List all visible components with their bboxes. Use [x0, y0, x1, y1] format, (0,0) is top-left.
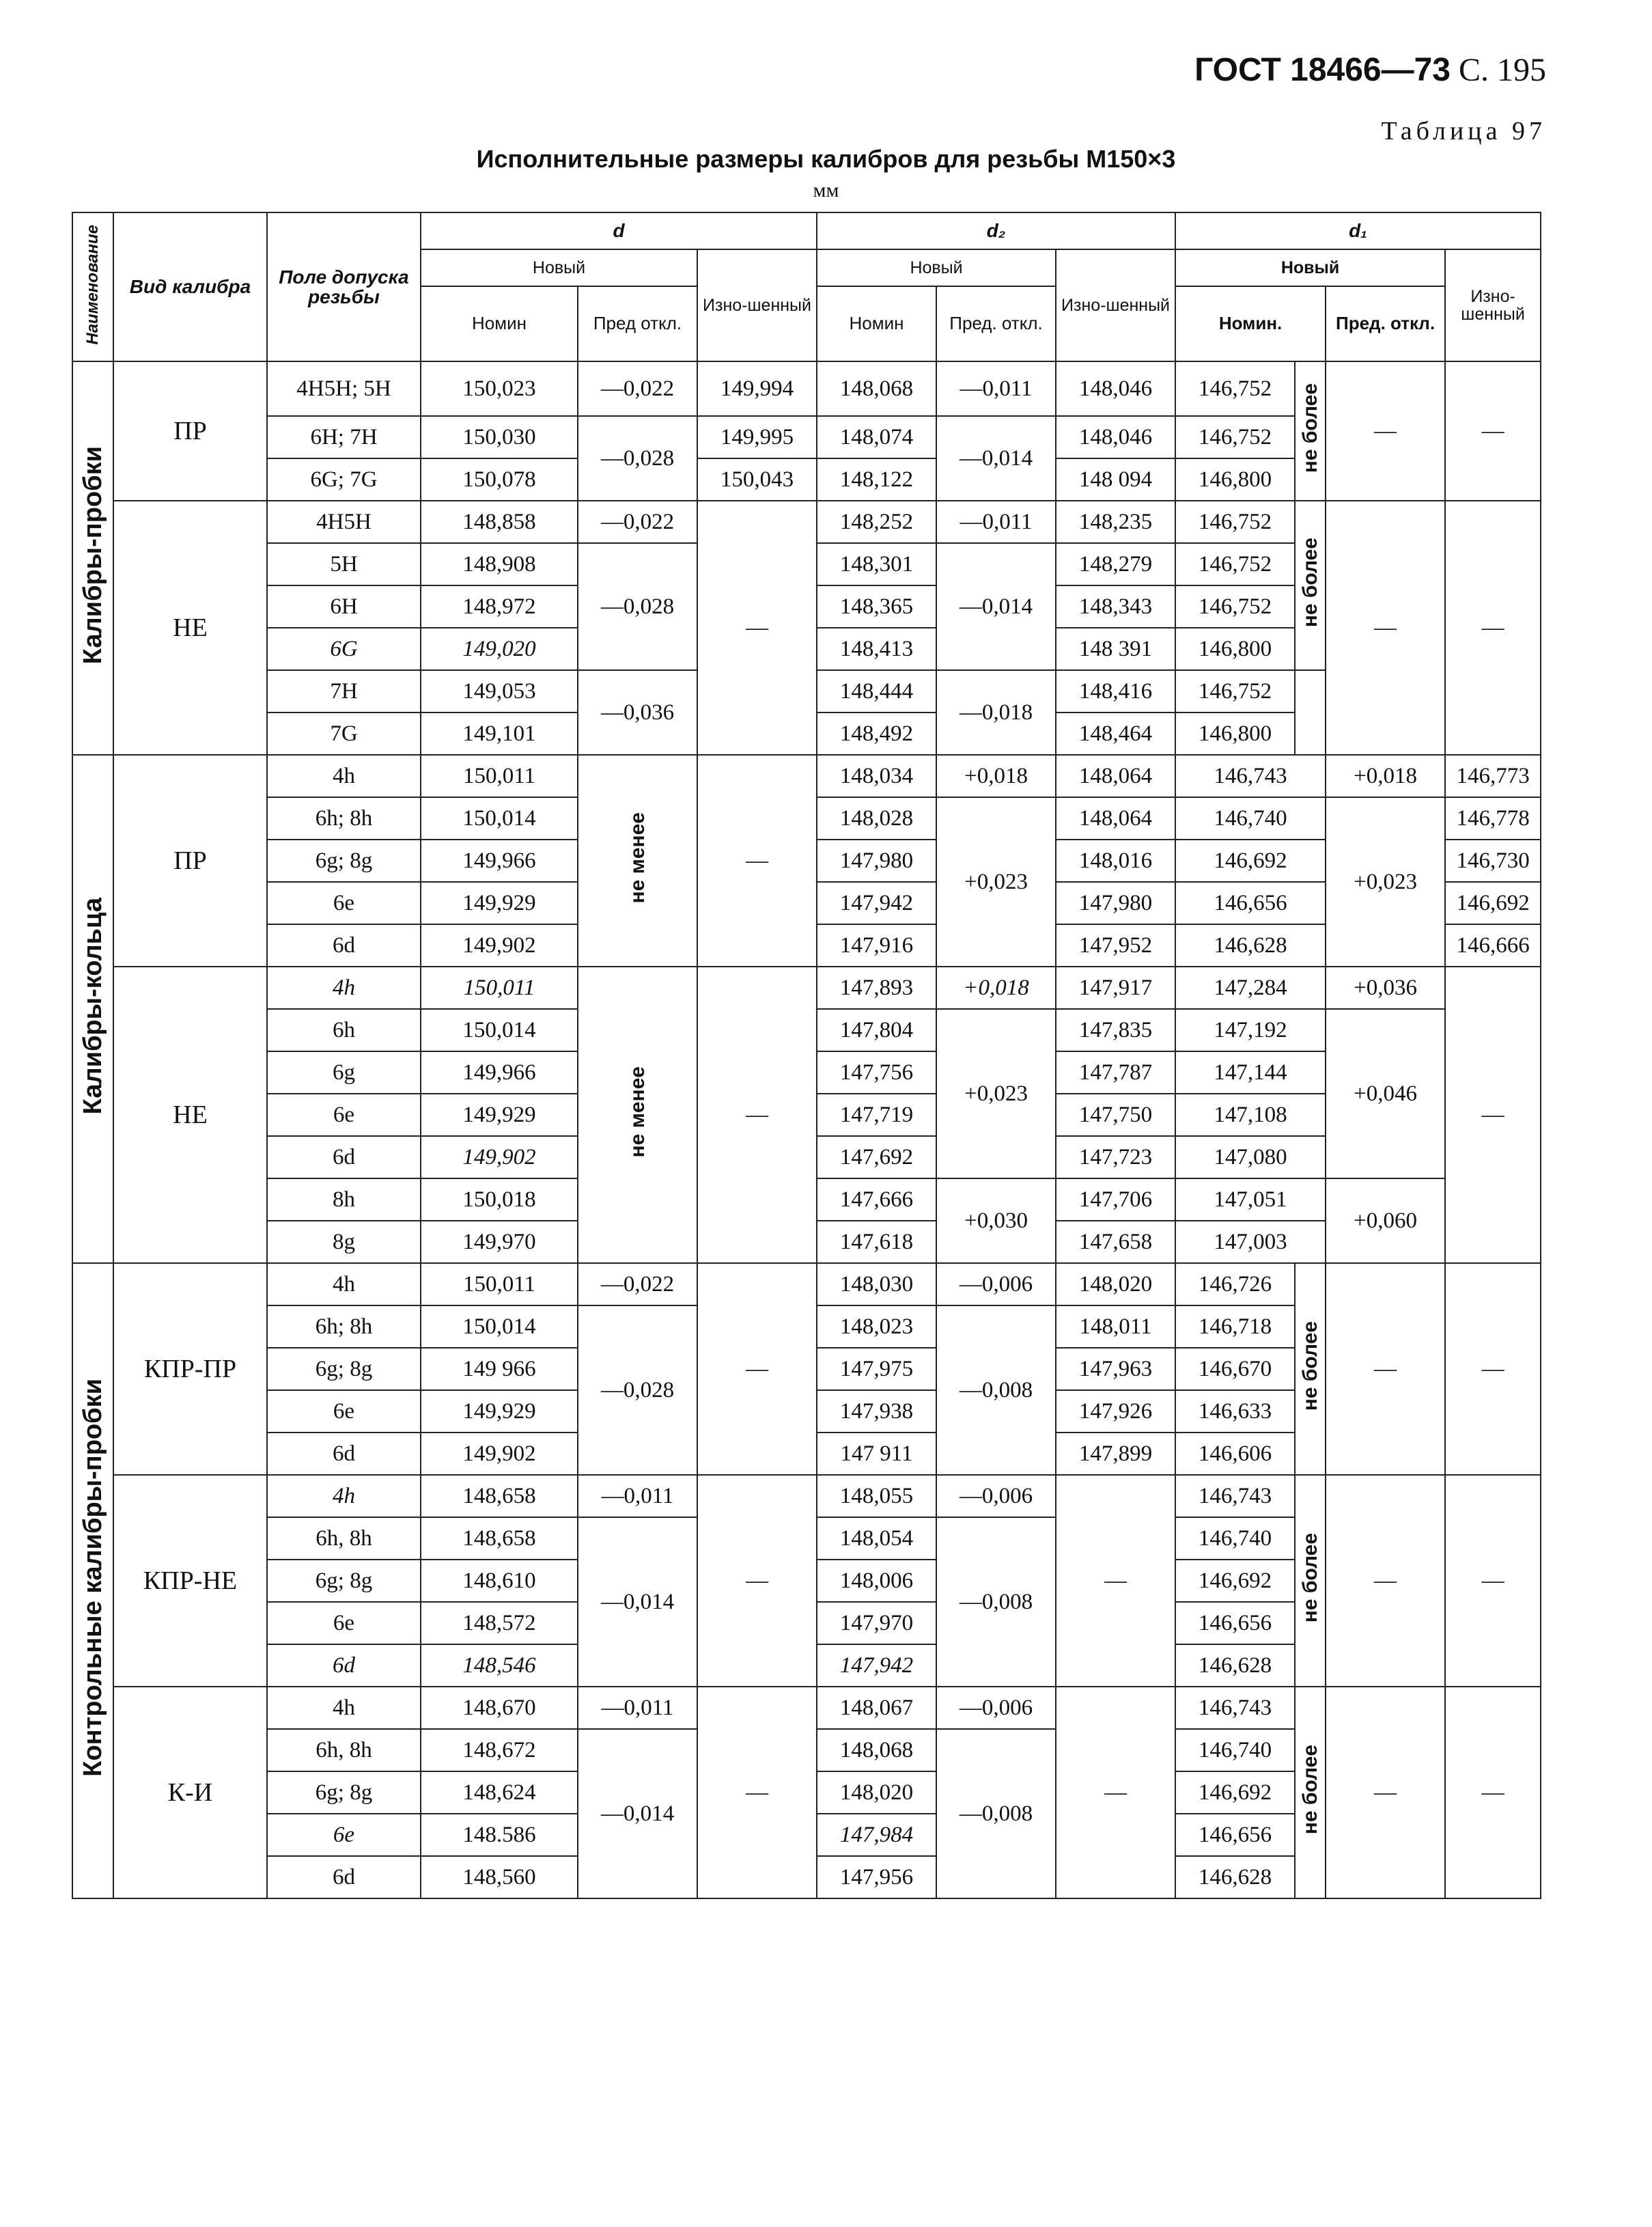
d-nominal: 149 966 [421, 1348, 578, 1390]
d1-nominal: 147,003 [1175, 1221, 1326, 1263]
d2-nominal: 148,055 [817, 1475, 936, 1517]
d1-nominal: 146,656 [1175, 1814, 1295, 1856]
tolerance-field: 6e [267, 882, 421, 924]
header-tolerance-field: Поле допуска резьбы [267, 212, 421, 361]
d-deviation: —0,022 [578, 1263, 697, 1305]
d1-nominal: 147,144 [1175, 1051, 1326, 1094]
d2-nominal: 148,054 [817, 1517, 936, 1560]
header-d2-new: Новый [817, 249, 1056, 286]
d1-nominal: 146,628 [1175, 924, 1326, 967]
header-d-new: Новый [421, 249, 697, 286]
d2-worn: 148,064 [1056, 755, 1175, 797]
header-d-worn: Изно-шенный [697, 249, 817, 361]
d-nominal: 148,560 [421, 1856, 578, 1898]
d2-deviation: —0,014 [936, 416, 1056, 501]
d2-deviation: —0,011 [936, 361, 1056, 416]
d1-deviation: +0,023 [1326, 797, 1445, 967]
d-nominal: 148,672 [421, 1729, 578, 1771]
tolerance-field: 6e [267, 1094, 421, 1136]
d1-limit: не более [1295, 1475, 1326, 1687]
d2-worn: 147,835 [1056, 1009, 1175, 1051]
d-nominal: 150,011 [421, 755, 578, 797]
d-worn: — [697, 1475, 817, 1687]
d2-worn: 148 391 [1056, 628, 1175, 670]
d-nominal: 148,658 [421, 1475, 578, 1517]
d2-nominal: 147,984 [817, 1814, 936, 1856]
d-nominal: 149,929 [421, 882, 578, 924]
header-d1-new: Новый [1175, 249, 1445, 286]
d2-worn: 147,787 [1056, 1051, 1175, 1094]
d-deviation: —0,011 [578, 1687, 697, 1729]
d-deviation: —0,022 [578, 361, 697, 416]
group-name: Калибры-кольца [72, 755, 113, 1263]
d1-worn: 146,778 [1445, 797, 1541, 840]
d2-deviation: —0,006 [936, 1687, 1056, 1729]
d-nominal: 149,902 [421, 924, 578, 967]
d2-nominal: 148,122 [817, 458, 936, 501]
d2-nominal: 148,444 [817, 670, 936, 713]
header-d1-nominal: Номин. [1175, 286, 1326, 361]
d1-nominal: 146,656 [1175, 882, 1326, 924]
d-deviation: —0,014 [578, 1729, 697, 1898]
d2-deviation: +0,030 [936, 1178, 1056, 1263]
d2-worn: 147,750 [1056, 1094, 1175, 1136]
d2-nominal: 148,067 [817, 1687, 936, 1729]
tolerance-field: 4h [267, 1475, 421, 1517]
d1-nominal: 146,740 [1175, 1729, 1295, 1771]
tolerance-field: 6g [267, 1051, 421, 1094]
d1-nominal: 146,752 [1175, 416, 1295, 458]
tolerance-field: 6e [267, 1390, 421, 1433]
d2-nominal: 148,365 [817, 585, 936, 628]
tolerance-field: 4H5H [267, 501, 421, 543]
d-nominal: 149,020 [421, 628, 578, 670]
d2-worn: 147,963 [1056, 1348, 1175, 1390]
d1-worn: 146,666 [1445, 924, 1541, 967]
tolerance-field: 6d [267, 1136, 421, 1178]
d2-deviation: —0,014 [936, 543, 1056, 670]
d-deviation: —0,014 [578, 1517, 697, 1687]
d2-nominal: 148,030 [817, 1263, 936, 1305]
d-nominal: 149,966 [421, 840, 578, 882]
d1-nominal: 146,752 [1175, 501, 1295, 543]
header-d1-worn: Изно-шенный [1445, 249, 1541, 361]
d2-nominal: 147,942 [817, 882, 936, 924]
d-worn: — [697, 967, 817, 1263]
d1-worn: — [1445, 1263, 1541, 1475]
d2-worn: 147,926 [1056, 1390, 1175, 1433]
page-header [1194, 51, 1546, 89]
tolerance-field: 4h [267, 755, 421, 797]
gauge-type: ПР [113, 361, 267, 501]
d2-nominal: 148,301 [817, 543, 936, 585]
standard-number: ГОСТ 18466—73 [1194, 52, 1451, 88]
d-nominal: 150,078 [421, 458, 578, 501]
tolerance-field: 6g; 8g [267, 1771, 421, 1814]
tolerance-field: 6h; 8h [267, 797, 421, 840]
d2-nominal: 147,756 [817, 1051, 936, 1094]
d1-limit: не более [1295, 361, 1326, 501]
d2-worn: 147,706 [1056, 1178, 1175, 1221]
d-nominal: 149,970 [421, 1221, 578, 1263]
d1-worn: — [1445, 1687, 1541, 1898]
d2-nominal: 148,074 [817, 416, 936, 458]
d-deviation: —0,028 [578, 1305, 697, 1475]
d2-worn: 147,980 [1056, 882, 1175, 924]
header-d1-deviation: Пред. откл. [1326, 286, 1445, 361]
d-worn: — [697, 1687, 817, 1898]
tolerance-field: 6h [267, 1009, 421, 1051]
d2-worn: 148 094 [1056, 458, 1175, 501]
tolerance-field: 6d [267, 1644, 421, 1687]
d2-deviation: —0,008 [936, 1305, 1056, 1475]
gauge-type: КПР-НЕ [113, 1475, 267, 1687]
d1-nominal: 146,752 [1175, 361, 1295, 416]
d-nominal: 149,966 [421, 1051, 578, 1094]
d2-deviation: +0,018 [936, 967, 1056, 1009]
gauge-type: НЕ [113, 501, 267, 755]
d-worn: — [697, 755, 817, 967]
d2-nominal: 148,023 [817, 1305, 936, 1348]
d-nominal: 149,902 [421, 1433, 578, 1475]
d2-worn: 147,917 [1056, 967, 1175, 1009]
d2-worn: — [1056, 1687, 1175, 1898]
d2-worn: 148,020 [1056, 1263, 1175, 1305]
tolerance-field: 6H; 7H [267, 416, 421, 458]
d-nominal: 150,018 [421, 1178, 578, 1221]
d-limit: не менее [578, 967, 697, 1263]
d-worn: — [697, 501, 817, 755]
d2-nominal: 148,034 [817, 755, 936, 797]
d2-nominal: 147,980 [817, 840, 936, 882]
d1-nominal: 146,800 [1175, 628, 1295, 670]
d-nominal: 150,011 [421, 967, 578, 1009]
gauge-type: НЕ [113, 967, 267, 1263]
d-deviation: —0,028 [578, 543, 697, 670]
d1-nominal: 146,740 [1175, 1517, 1295, 1560]
d1-limit-spacer [1295, 670, 1326, 755]
d2-deviation: +0,018 [936, 755, 1056, 797]
d-nominal: 148,624 [421, 1771, 578, 1814]
d-nominal: 149,929 [421, 1390, 578, 1433]
d-worn: 150,043 [697, 458, 817, 501]
d-nominal: 150,011 [421, 1263, 578, 1305]
d2-worn: 148,464 [1056, 713, 1175, 755]
d-nominal: 148,908 [421, 543, 578, 585]
tolerance-field: 6h, 8h [267, 1517, 421, 1560]
header-gauge-type: Вид калибра [113, 212, 267, 361]
d2-nominal: 148,252 [817, 501, 936, 543]
header-d: d [421, 212, 817, 249]
d1-nominal: 146,726 [1175, 1263, 1295, 1305]
d2-worn: 148,046 [1056, 416, 1175, 458]
d1-worn: — [1445, 501, 1541, 755]
tolerance-field: 4h [267, 1263, 421, 1305]
d-limit: не менее [578, 755, 697, 967]
group-name: Контрольные калибры-пробки [72, 1263, 113, 1898]
d2-nominal: 147,970 [817, 1602, 936, 1644]
d1-deviation: — [1326, 1687, 1445, 1898]
d1-nominal: 146,606 [1175, 1433, 1295, 1475]
gauge-type: КПР-ПР [113, 1263, 267, 1475]
d-nominal: 149,053 [421, 670, 578, 713]
tolerance-field: 6d [267, 1856, 421, 1898]
d2-nominal: 147 911 [817, 1433, 936, 1475]
d1-limit: не более [1295, 1263, 1326, 1475]
d1-nominal: 147,080 [1175, 1136, 1326, 1178]
d2-worn: 148,416 [1056, 670, 1175, 713]
d2-deviation: —0,006 [936, 1475, 1056, 1517]
d1-deviation: — [1326, 1263, 1445, 1475]
d2-worn: 148,064 [1056, 797, 1175, 840]
header-d-nominal: Номин [421, 286, 578, 361]
d1-nominal: 146,718 [1175, 1305, 1295, 1348]
tolerance-field: 6g; 8g [267, 1348, 421, 1390]
d-nominal: 148,670 [421, 1687, 578, 1729]
tolerance-field: 7G [267, 713, 421, 755]
d-deviation: —0,028 [578, 416, 697, 501]
d-worn: — [697, 1263, 817, 1475]
d1-nominal: 146,752 [1175, 585, 1295, 628]
tolerance-field: 6g; 8g [267, 1560, 421, 1602]
d-nominal: 150,030 [421, 416, 578, 458]
d-worn: 149,995 [697, 416, 817, 458]
header-d2-nominal: Номин [817, 286, 936, 361]
tolerance-field: 6e [267, 1602, 421, 1644]
d1-nominal: 146,670 [1175, 1348, 1295, 1390]
d-nominal: 150,014 [421, 1305, 578, 1348]
d1-nominal: 146,656 [1175, 1602, 1295, 1644]
d2-nominal: 147,804 [817, 1009, 936, 1051]
d1-nominal: 146,743 [1175, 1475, 1295, 1517]
d2-worn: 148,016 [1056, 840, 1175, 882]
d-deviation: —0,036 [578, 670, 697, 755]
group-name: Калибры-пробки [72, 361, 113, 755]
page-number: С. 195 [1458, 52, 1546, 88]
table-caption: Исполнительные размеры калибров для резьбы М150×3 [476, 145, 1176, 173]
d1-nominal: 146,752 [1175, 543, 1295, 585]
d1-worn: 146,730 [1445, 840, 1541, 882]
gauge-type: К-И [113, 1687, 267, 1898]
d-nominal: 148,546 [421, 1644, 578, 1687]
d1-worn: — [1445, 967, 1541, 1263]
d2-worn: 148,343 [1056, 585, 1175, 628]
d2-worn: 148,046 [1056, 361, 1175, 416]
d-nominal: 148,572 [421, 1602, 578, 1644]
d1-nominal: 146,692 [1175, 840, 1326, 882]
d1-nominal: 146,740 [1175, 797, 1326, 840]
d2-nominal: 147,938 [817, 1390, 936, 1433]
tolerance-field: 7H [267, 670, 421, 713]
d1-nominal: 146,800 [1175, 713, 1295, 755]
d2-deviation: +0,023 [936, 797, 1056, 967]
d2-nominal: 148,020 [817, 1771, 936, 1814]
d-nominal: 148,972 [421, 585, 578, 628]
d-nominal: 148,610 [421, 1560, 578, 1602]
d-nominal: 149,101 [421, 713, 578, 755]
d2-worn: 147,952 [1056, 924, 1175, 967]
d-nominal: 148.586 [421, 1814, 578, 1856]
d1-worn: 146,692 [1445, 882, 1541, 924]
d1-deviation: +0,018 [1326, 755, 1445, 797]
d1-deviation: — [1326, 361, 1445, 501]
d1-limit: не более [1295, 1687, 1326, 1898]
header-d-deviation: Пред откл. [578, 286, 697, 361]
d2-nominal: 147,942 [817, 1644, 936, 1687]
d-nominal: 148,658 [421, 1517, 578, 1560]
header-d1: d₁ [1175, 212, 1541, 249]
d2-worn: 148,279 [1056, 543, 1175, 585]
d-nominal: 149,929 [421, 1094, 578, 1136]
d1-nominal: 146,633 [1175, 1390, 1295, 1433]
d2-deviation: —0,011 [936, 501, 1056, 543]
d-deviation: —0,011 [578, 1475, 697, 1517]
d1-nominal: 146,743 [1175, 1687, 1295, 1729]
d1-nominal: 146,800 [1175, 458, 1295, 501]
d1-nominal: 146,743 [1175, 755, 1326, 797]
table-number: Таблица 97 [1381, 117, 1546, 146]
tolerance-field: 4h [267, 1687, 421, 1729]
d2-nominal: 148,492 [817, 713, 936, 755]
d2-deviation: —0,008 [936, 1517, 1056, 1687]
d1-deviation: +0,036 [1326, 967, 1445, 1009]
header-d2-deviation: Пред. откл. [936, 286, 1056, 361]
d2-worn: — [1056, 1475, 1175, 1687]
d2-worn: 147,723 [1056, 1136, 1175, 1178]
d1-nominal: 146,752 [1175, 670, 1295, 713]
d2-deviation: +0,023 [936, 1009, 1056, 1178]
tolerance-field: 6G; 7G [267, 458, 421, 501]
d1-worn: — [1445, 1475, 1541, 1687]
gauge-dimensions-table [72, 212, 1541, 1899]
d1-worn: — [1445, 361, 1541, 501]
d1-worn: 146,773 [1445, 755, 1541, 797]
d1-nominal: 146,692 [1175, 1771, 1295, 1814]
d2-nominal: 148,006 [817, 1560, 936, 1602]
d-nominal: 148,858 [421, 501, 578, 543]
d1-deviation: +0,060 [1326, 1178, 1445, 1263]
d2-deviation: —0,008 [936, 1729, 1056, 1898]
d2-nominal: 147,893 [817, 967, 936, 1009]
tolerance-field: 6H [267, 585, 421, 628]
d2-worn: 148,011 [1056, 1305, 1175, 1348]
d1-nominal: 146,628 [1175, 1644, 1295, 1687]
tolerance-field: 6h, 8h [267, 1729, 421, 1771]
d-nominal: 149,902 [421, 1136, 578, 1178]
d2-nominal: 147,618 [817, 1221, 936, 1263]
d1-limit: не более [1295, 501, 1326, 670]
header-d2-worn: Изно-шенный [1056, 249, 1175, 361]
d-deviation: —0,022 [578, 501, 697, 543]
tolerance-field: 6d [267, 924, 421, 967]
tolerance-field: 6e [267, 1814, 421, 1856]
d-nominal: 150,014 [421, 1009, 578, 1051]
d1-nominal: 146,692 [1175, 1560, 1295, 1602]
d2-nominal: 147,975 [817, 1348, 936, 1390]
d2-nominal: 148,068 [817, 361, 936, 416]
d1-nominal: 147,108 [1175, 1094, 1326, 1136]
d2-nominal: 148,413 [817, 628, 936, 670]
d2-nominal: 147,666 [817, 1178, 936, 1221]
d2-deviation: —0,006 [936, 1263, 1056, 1305]
header-name: Наименование [72, 212, 113, 361]
tolerance-field: 6h; 8h [267, 1305, 421, 1348]
gauge-type: ПР [113, 755, 267, 967]
d2-nominal: 147,956 [817, 1856, 936, 1898]
tolerance-field: 8h [267, 1178, 421, 1221]
d2-nominal: 147,692 [817, 1136, 936, 1178]
d2-deviation: —0,018 [936, 670, 1056, 755]
d1-nominal: 147,284 [1175, 967, 1326, 1009]
d2-worn: 147,899 [1056, 1433, 1175, 1475]
d1-nominal: 147,051 [1175, 1178, 1326, 1221]
d2-nominal: 148,028 [817, 797, 936, 840]
tolerance-field: 6d [267, 1433, 421, 1475]
tolerance-field: 8g [267, 1221, 421, 1263]
d1-deviation: — [1326, 501, 1445, 755]
tolerance-field: 6g; 8g [267, 840, 421, 882]
tolerance-field: 6G [267, 628, 421, 670]
d2-worn: 147,658 [1056, 1221, 1175, 1263]
header-d2: d₂ [817, 212, 1175, 249]
d2-nominal: 148,068 [817, 1729, 936, 1771]
tolerance-field: 5H [267, 543, 421, 585]
d-nominal: 150,014 [421, 797, 578, 840]
tolerance-field: 4H5H; 5H [267, 361, 421, 416]
d-worn: 149,994 [697, 361, 817, 416]
d-nominal: 150,023 [421, 361, 578, 416]
d1-nominal: 146,628 [1175, 1856, 1295, 1898]
d2-nominal: 147,916 [817, 924, 936, 967]
d1-nominal: 147,192 [1175, 1009, 1326, 1051]
d2-worn: 148,235 [1056, 501, 1175, 543]
d2-nominal: 147,719 [817, 1094, 936, 1136]
d1-deviation: — [1326, 1475, 1445, 1687]
tolerance-field: 4h [267, 967, 421, 1009]
table-units: мм [813, 179, 839, 202]
d1-deviation: +0,046 [1326, 1009, 1445, 1178]
